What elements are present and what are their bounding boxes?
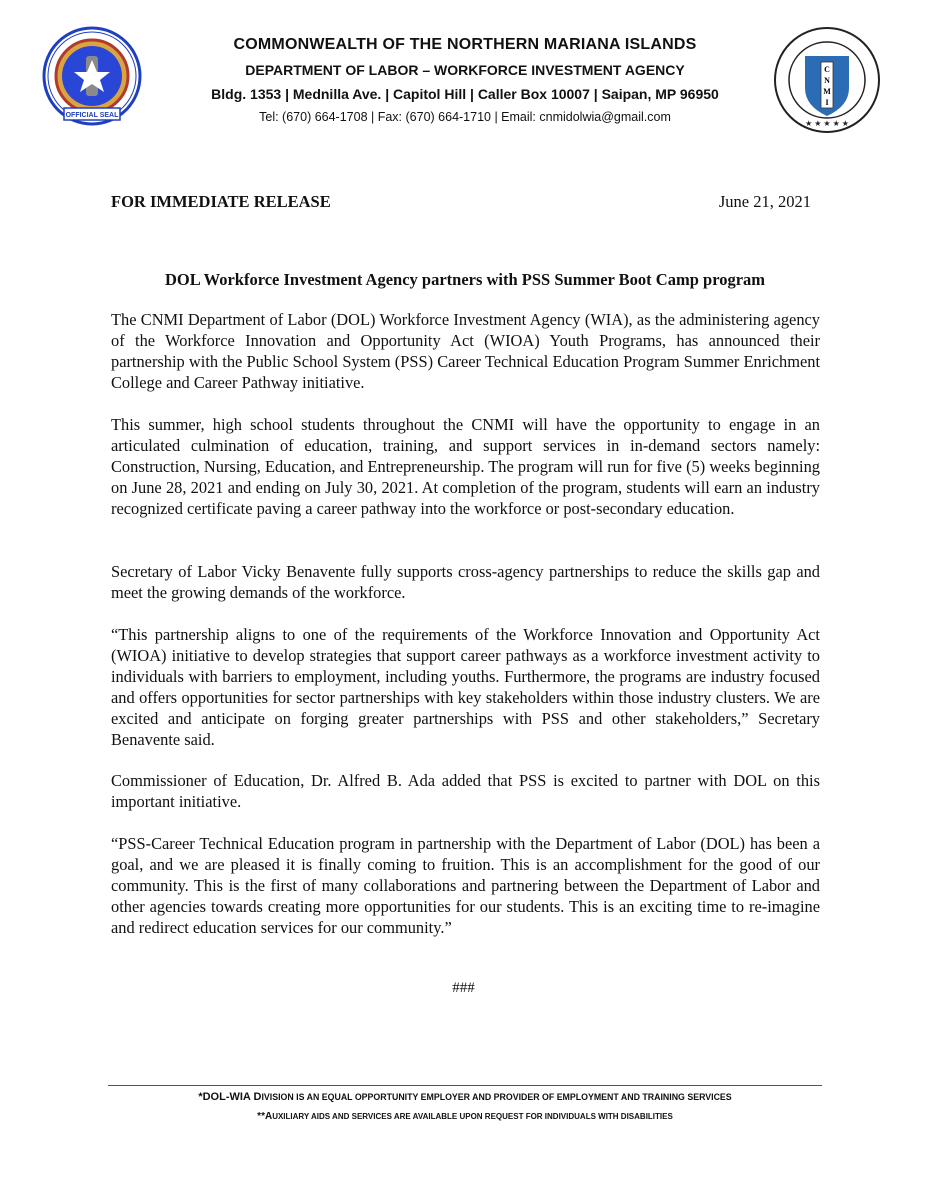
- footer-text: UXILIARY AIDS AND SERVICES ARE AVAILABLE UPON REQUEST FOR INDIVIDUALS WITH DISABILITIES: [272, 1112, 673, 1121]
- svg-text:M: M: [823, 87, 831, 96]
- paragraph: This summer, high school students throughout the CNMI will have the opportunity to engage in an articulated culmination of education, training, and support services in in-demand sectors namely: Construction, Nursing, Education, and Entrepreneurship. The program will run for five (5) weeks beginning on June 28, 2021 and ending on July 30, 2021. At completion of the program, students will earn an industry recognized certificate paving a career pathway into the workforce or post-secondary education.: [111, 415, 820, 518]
- letterhead: [0, 0, 927, 150]
- department-name: DEPARTMENT OF LABOR – WORKFORCE INVESTMENT AGENCY: [245, 62, 685, 78]
- paragraph: Secretary of Labor Vicky Benavente fully supports cross-agency partnerships to reduce the skills gap and meet the growing demands of the workforce.: [111, 562, 820, 602]
- headline: DOL Workforce Investment Agency partners with PSS Summer Boot Camp program: [164, 270, 766, 289]
- org-name: COMMONWEALTH OF THE NORTHERN MARIANA ISLANDS: [233, 36, 697, 53]
- letterhead-text: [180, 34, 750, 128]
- footer-text: IVISION IS AN EQUAL OPPORTUNITY EMPLOYER AND PROVIDER OF EMPLOYMENT AND TRAINING SERVICES: [261, 1092, 732, 1102]
- footer-accessibility-notice: [100, 1111, 830, 1122]
- contact-info: Tel: (670) 664-1708 | Fax: (670) 664-1710 | Email: cnmidolwia@gmail.com: [259, 110, 671, 124]
- cnmi-official-seal-icon: [42, 26, 142, 128]
- svg-text:I: I: [825, 98, 829, 107]
- release-label: FOR IMMEDIATE RELEASE: [111, 192, 331, 211]
- footer-eeo-notice: [100, 1091, 830, 1103]
- paragraph: The CNMI Department of Labor (DOL) Workforce Investment Agency (WIA), as the administering agency of the Workforce Innovation and Opportunity Act (WIOA) Youth Programs, has announced their partnership with the Public School System (PSS) Career Technical Education Program Summer Enrichment College and Career Pathway initiative.: [111, 310, 820, 392]
- paragraph: “This partnership aligns to one of the requirements of the Workforce Innovation and Opportunity Act (WIOA) initiative to develop strategies that support career pathways as a workforce investment activity to individuals with barriers to employment, including youths. Furthermore, the programs are industry focused and offers opportunities for sector partnerships with key stakeholders within those industry clusters. We are excited and anticipate on forging greater partnerships with PSS and other stakeholders,” Secretary Benavente said.: [111, 625, 820, 749]
- footer-divider: [108, 1085, 822, 1086]
- footer-prefix: *DOL-WIA D: [198, 1091, 262, 1103]
- paragraph: Commissioner of Education, Dr. Alfred B. Ada added that PSS is excited to partner with DOL on this important initiative.: [111, 771, 820, 811]
- svg-text:C: C: [824, 65, 830, 74]
- address: Bldg. 1353 | Mednilla Ave. | Capitol Hill | Caller Box 10007 | Saipan, MP 96950: [211, 86, 719, 102]
- department-of-labor-seal-icon: [768, 26, 886, 134]
- svg-text:★ ★ ★ ★ ★: ★ ★ ★ ★ ★: [805, 119, 849, 128]
- svg-text:N: N: [824, 76, 830, 85]
- end-mark: ###: [452, 980, 475, 996]
- paragraph: “PSS-Career Technical Education program in partnership with the Department of Labor (DOL) has been a goal, and we are pleased it is finally coming to fruition. This is an accomplishment for the good of our community. This is the first of many collaborations and partnering between the Department of Labor and other agencies towards creating more opportunities for our students. This is an exciting time to re-imagine and redirect education services for our community.”: [111, 834, 820, 937]
- svg-text:OFFICIAL SEAL: OFFICIAL SEAL: [65, 112, 119, 119]
- release-date: June 21, 2021: [718, 192, 811, 211]
- footer-prefix: **A: [257, 1111, 273, 1122]
